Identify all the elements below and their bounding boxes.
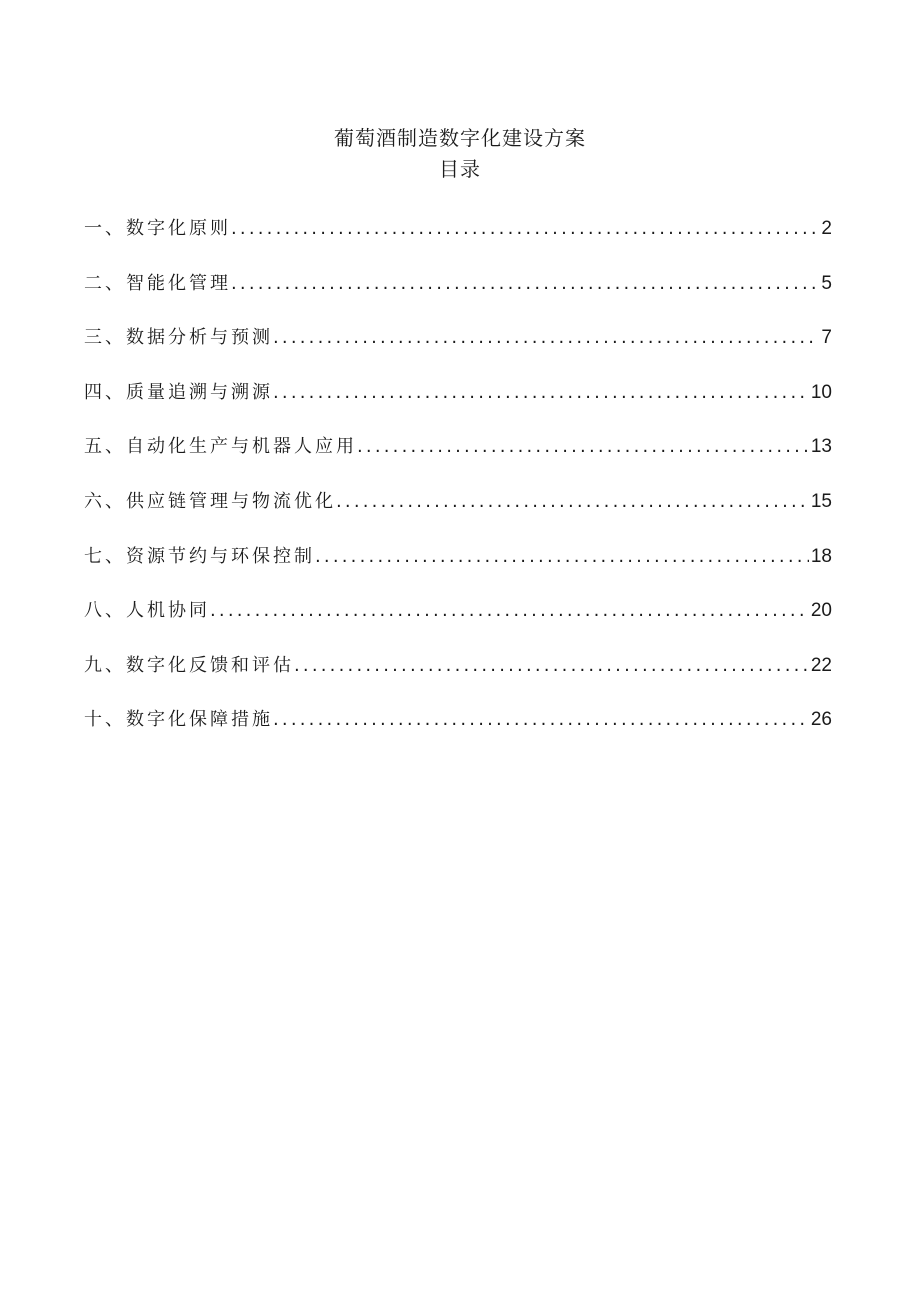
toc-entry-page: 7 xyxy=(821,327,832,349)
toc-entry-page: 22 xyxy=(810,654,832,676)
toc-dot-leader xyxy=(294,652,809,680)
toc-entry[interactable] xyxy=(84,543,832,598)
toc-entry-page: 26 xyxy=(810,709,832,731)
toc-entry[interactable] xyxy=(84,324,832,379)
toc-entry-label: 九、数字化反馈和评估 xyxy=(84,654,294,676)
toc-entry-label: 三、数据分析与预测 xyxy=(84,327,273,349)
toc-dot-leader xyxy=(273,706,809,734)
toc-entry-page: 15 xyxy=(810,490,832,512)
toc-entry[interactable] xyxy=(84,706,832,761)
toc-entry[interactable] xyxy=(84,488,832,543)
toc-dot-leader xyxy=(315,543,809,571)
table-of-contents xyxy=(84,215,832,761)
toc-entry-page: 10 xyxy=(810,381,832,403)
toc-dot-leader xyxy=(273,324,819,352)
document-title: 葡萄酒制造数字化建设方案 xyxy=(334,126,586,150)
toc-entry[interactable] xyxy=(84,270,832,325)
toc-entry[interactable] xyxy=(84,433,832,488)
toc-entry[interactable] xyxy=(84,379,832,434)
toc-dot-leader xyxy=(336,488,809,516)
toc-dot-leader xyxy=(273,379,809,407)
toc-entry[interactable] xyxy=(84,597,832,652)
toc-entry-page: 18 xyxy=(810,545,832,567)
toc-entry-page: 2 xyxy=(821,218,832,239)
toc-entry-page: 20 xyxy=(810,600,832,622)
toc-entry-label: 八、人机协同 xyxy=(84,600,210,622)
toc-entry-label: 七、资源节约与环保控制 xyxy=(84,545,315,567)
toc-entry[interactable] xyxy=(84,652,832,707)
toc-dot-leader xyxy=(357,433,809,461)
toc-entry-page: 13 xyxy=(810,436,832,458)
toc-entry-page: 5 xyxy=(821,272,832,294)
toc-dot-leader xyxy=(231,270,819,298)
toc-entry-label: 四、质量追溯与溯源 xyxy=(84,381,273,403)
toc-entry[interactable] xyxy=(84,215,832,270)
toc-dot-leader xyxy=(231,215,819,243)
toc-entry-label: 一、数字化原则 xyxy=(84,218,231,239)
toc-entry-label: 十、数字化保障措施 xyxy=(84,709,273,731)
toc-entry-label: 二、智能化管理 xyxy=(84,272,231,294)
toc-entry-label: 五、自动化生产与机器人应用 xyxy=(84,436,357,458)
toc-entry-label: 六、供应链管理与物流优化 xyxy=(84,490,336,512)
toc-heading: 目录 xyxy=(439,157,481,181)
toc-dot-leader xyxy=(210,597,809,625)
